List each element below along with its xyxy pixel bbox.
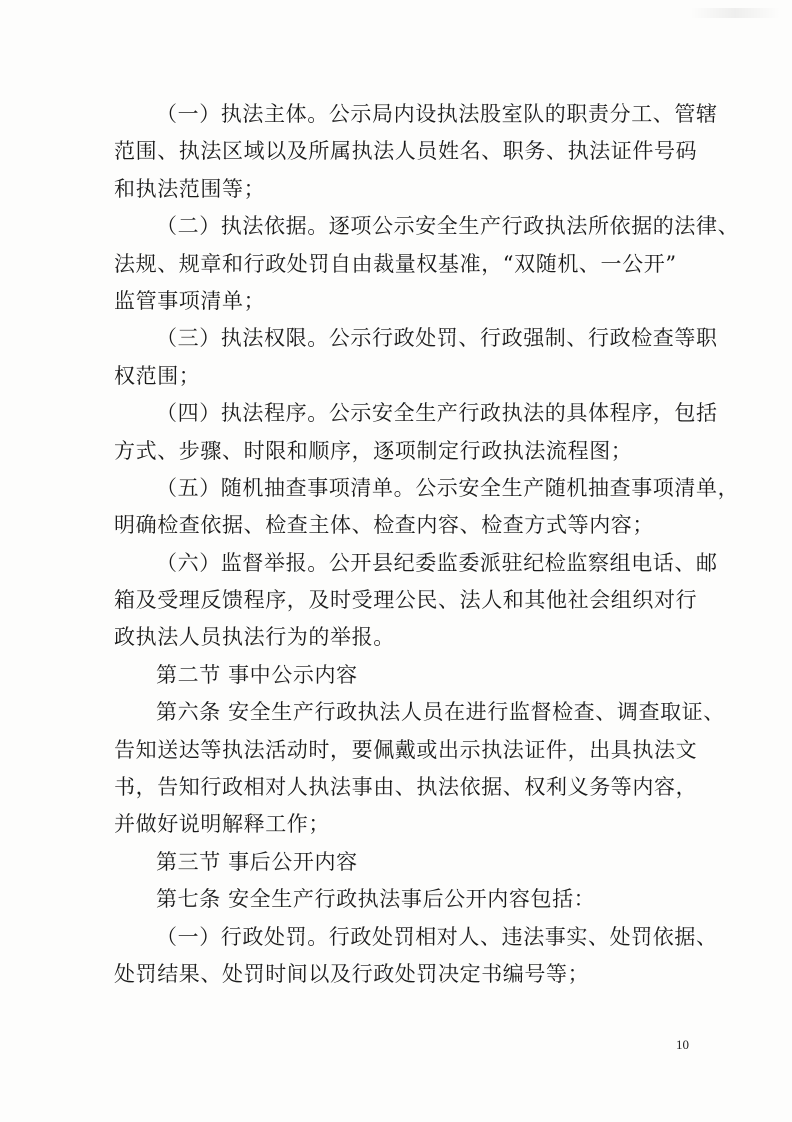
- text-line: 箱及受理反馈程序，及时受理公民、法人和其他社会组织对行: [114, 588, 698, 613]
- text-line: （一）执法主体。公示局内设执法股室队的职责分工、管辖: [156, 102, 718, 126]
- page-number: 10: [676, 1037, 689, 1052]
- text-line: 方式、步骤、时限和顺序，逐项制定行政执法流程图；: [114, 438, 633, 463]
- text-line: 法规、规章和行政处罚自由裁量权基准，“双随机、一公开”: [114, 251, 677, 276]
- text-line: （一）行政处罚。行政处罚相对人、违法事实、处罚依据、: [156, 924, 718, 949]
- text-line: 和执法范围等；: [114, 176, 266, 201]
- text-line: 第二节 事中公示内容: [156, 662, 358, 687]
- text-line: （三）执法权限。公示行政处罚、行政强制、行政检查等职: [156, 326, 718, 351]
- text-line: 范围、执法区域以及所属执法人员姓名、职务、执法证件号码: [114, 139, 698, 164]
- text-line: 第三节 事后公开内容: [156, 849, 358, 874]
- text-line: 并做好说明解释工作；: [114, 812, 330, 837]
- text-line: （四）执法程序。公示安全生产行政执法的具体程序，包括: [156, 401, 718, 426]
- text-line: （二）执法依据。逐项公示安全生产行政执法所依据的法律、: [156, 214, 740, 239]
- text-line: 第六条 安全生产行政执法人员在进行监督检查、调查取证、: [156, 700, 725, 725]
- text-line: 书，告知行政相对人执法事由、执法依据、权利义务等内容，: [114, 775, 698, 800]
- text-line: 权范围；: [114, 363, 201, 388]
- text-line: 政执法人员执法行为的举报。: [114, 625, 395, 650]
- text-line: 监管事项清单；: [114, 288, 266, 313]
- text-line: 明确检查依据、检查主体、检查内容、检查方式等内容；: [114, 513, 654, 538]
- text-line: （六）监督举报。公开县纪委监委派驻纪检监察组电话、邮: [156, 550, 718, 575]
- text-line: 告知送达等执法活动时，要佩戴或出示执法证件，出具执法文: [114, 737, 698, 762]
- document-body: [114, 96, 740, 993]
- scan-artifact: [690, 8, 780, 18]
- text-line: 处罚结果、处罚时间以及行政处罚决定书编号等；: [114, 961, 590, 986]
- text-line: （五）随机抽查事项清单。公示安全生产随机抽查事项清单，: [156, 475, 740, 500]
- text-line: 第七条 安全生产行政执法事后公开内容包括：: [156, 887, 596, 912]
